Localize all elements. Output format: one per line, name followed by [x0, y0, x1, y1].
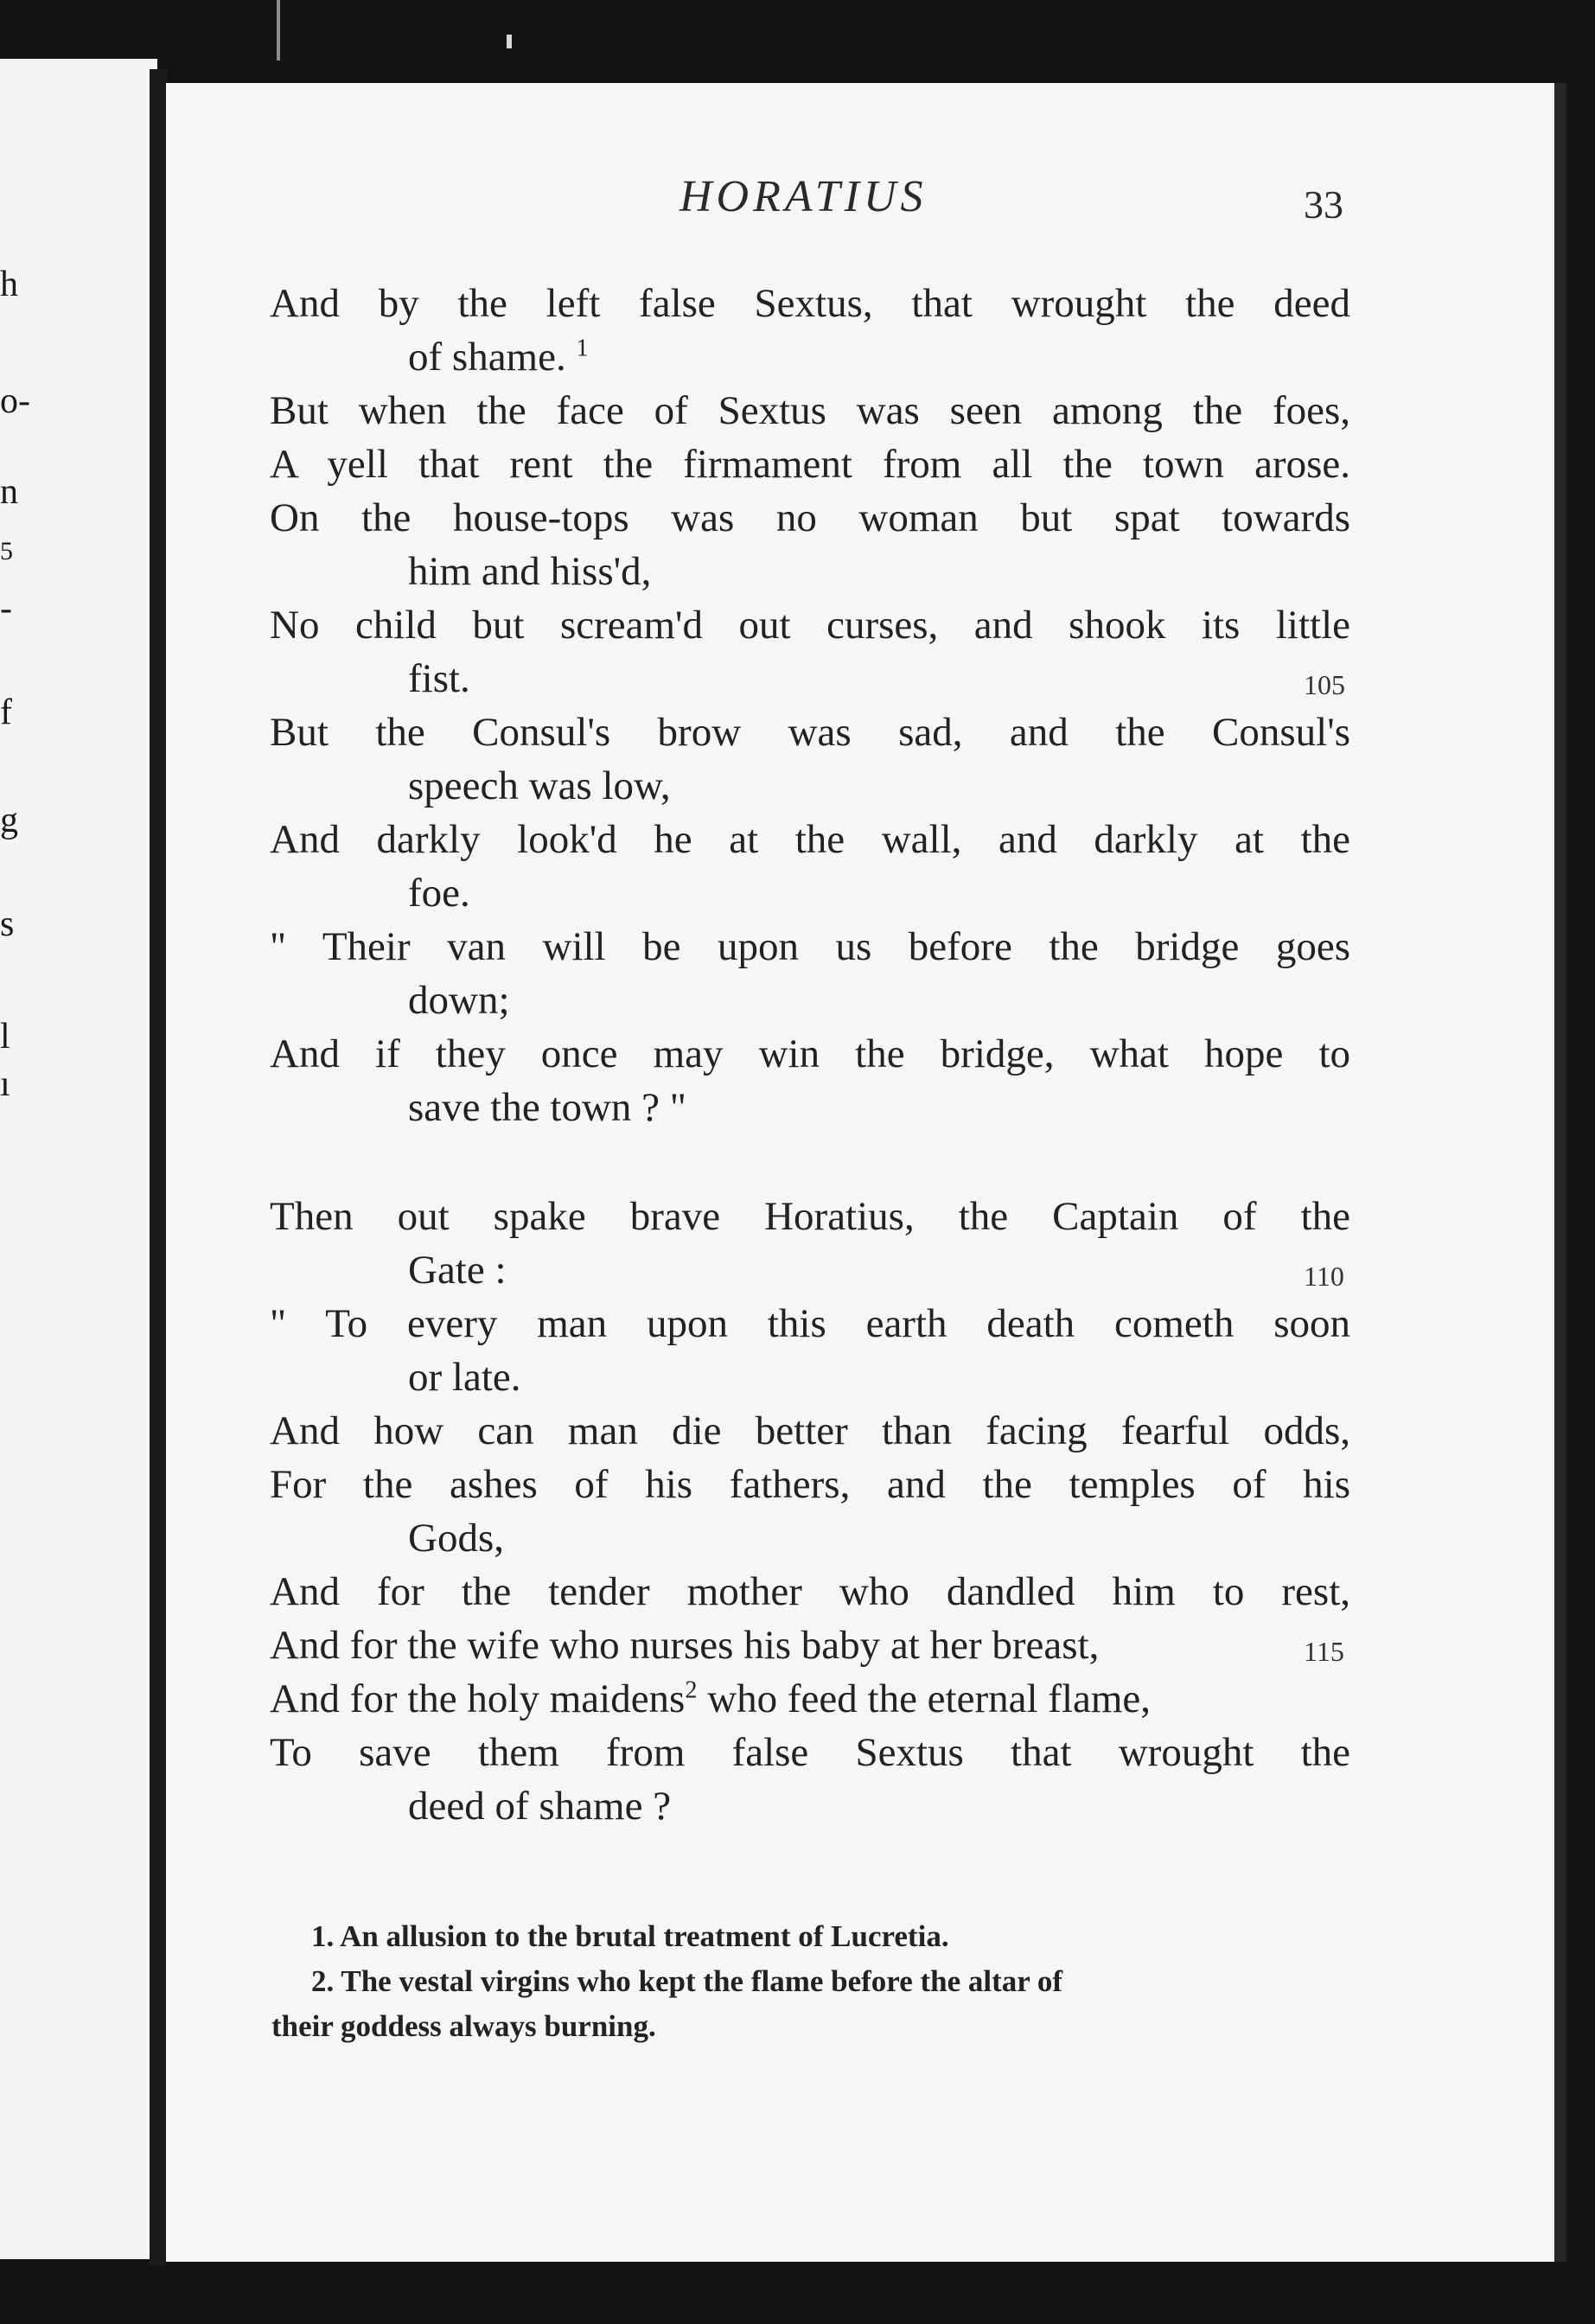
- left-page-fragment: f: [0, 693, 12, 732]
- footnote: their goddess always burning.: [271, 2009, 656, 2043]
- book-gutter: [150, 69, 167, 2265]
- line-number: 105: [1304, 669, 1345, 700]
- left-page-fragment: o-: [0, 381, 30, 421]
- verse-line: save the town ? ": [408, 1085, 686, 1130]
- left-page-fragment: n: [0, 472, 18, 512]
- verse-line: down;: [408, 978, 510, 1023]
- page-number: 33: [1304, 182, 1343, 227]
- line-number: 110: [1304, 1261, 1344, 1292]
- verse-line: " To every man upon this earth death cometh soon: [270, 1301, 1350, 1346]
- verse-line: And for the holy maidens$^2$ who feed the eternal flame,: [270, 1676, 1152, 1721]
- verse-line: him and hiss'd,: [408, 549, 652, 594]
- verse-line: foe.: [408, 871, 470, 916]
- verse-line: Then out spake brave Horatius, the Captain of the: [270, 1194, 1350, 1239]
- left-facing-page: [0, 59, 157, 2259]
- footnote-marker: 1: [576, 335, 589, 362]
- left-page-fragment: h: [0, 265, 18, 304]
- left-page-fragment: ı: [0, 1064, 10, 1104]
- scan-scratch: [277, 0, 280, 61]
- verse-line: or late.: [408, 1355, 521, 1400]
- verse-line: No child but scream'd out curses, and shook its little: [270, 603, 1350, 648]
- left-page-fragment: 5: [0, 537, 13, 565]
- verse-line: speech was low,: [408, 763, 671, 808]
- verse-line: Gate :: [408, 1248, 507, 1293]
- verse-line: A yell that rent the firmament from all the town arose.: [270, 442, 1350, 487]
- left-page-fragment: s: [0, 904, 15, 944]
- scan-speck: [507, 35, 512, 48]
- verse-line: To save them from false Sextus that wrought the: [270, 1730, 1350, 1775]
- verse-line: And darkly look'd he at the wall, and darkly at the: [270, 817, 1350, 862]
- verse-line: And for the wife who nurses his baby at her breast,: [270, 1623, 1100, 1668]
- footnote-marker: 2: [685, 1676, 698, 1704]
- left-page-fragment: -: [0, 589, 12, 629]
- verse-line: On the house-tops was no woman but spat towards: [270, 495, 1350, 540]
- verse-line: Gods,: [408, 1516, 504, 1561]
- verse-line: And if they once may win the bridge, what hope to: [270, 1031, 1350, 1076]
- verse-line: And for the tender mother who dandled him to rest,: [270, 1569, 1350, 1614]
- running-title: HORATIUS: [679, 172, 928, 221]
- verse-line: deed of shame ?: [408, 1784, 672, 1829]
- verse-line: But the Consul's brow was sad, and the Consul's: [270, 710, 1350, 755]
- verse-line: of shame. $^1$: [408, 335, 589, 380]
- verse-line: And by the left false Sextus, that wrought the deed: [270, 281, 1350, 326]
- verse-line: fist.: [408, 656, 470, 701]
- left-page-fragment: g: [0, 801, 18, 840]
- page-edge-shadow: [1554, 83, 1566, 2262]
- footnote: 1. An allusion to the brutal treatment of Lucretia.: [311, 1919, 949, 1953]
- running-head: [0, 171, 1595, 232]
- verse-line: " Their van will be upon us before the bridge goes: [270, 924, 1350, 969]
- footnote: 2. The vestal virgins who kept the flame before the altar of: [311, 1964, 1063, 1998]
- verse-line: For the ashes of his fathers, and the temples of his: [270, 1462, 1350, 1507]
- verse-line: But when the face of Sextus was seen among the foes,: [270, 388, 1350, 433]
- left-page-fragment: l: [0, 1017, 10, 1057]
- line-number: 115: [1304, 1636, 1344, 1667]
- verse-line: And how can man die better than facing fearful odds,: [270, 1408, 1350, 1453]
